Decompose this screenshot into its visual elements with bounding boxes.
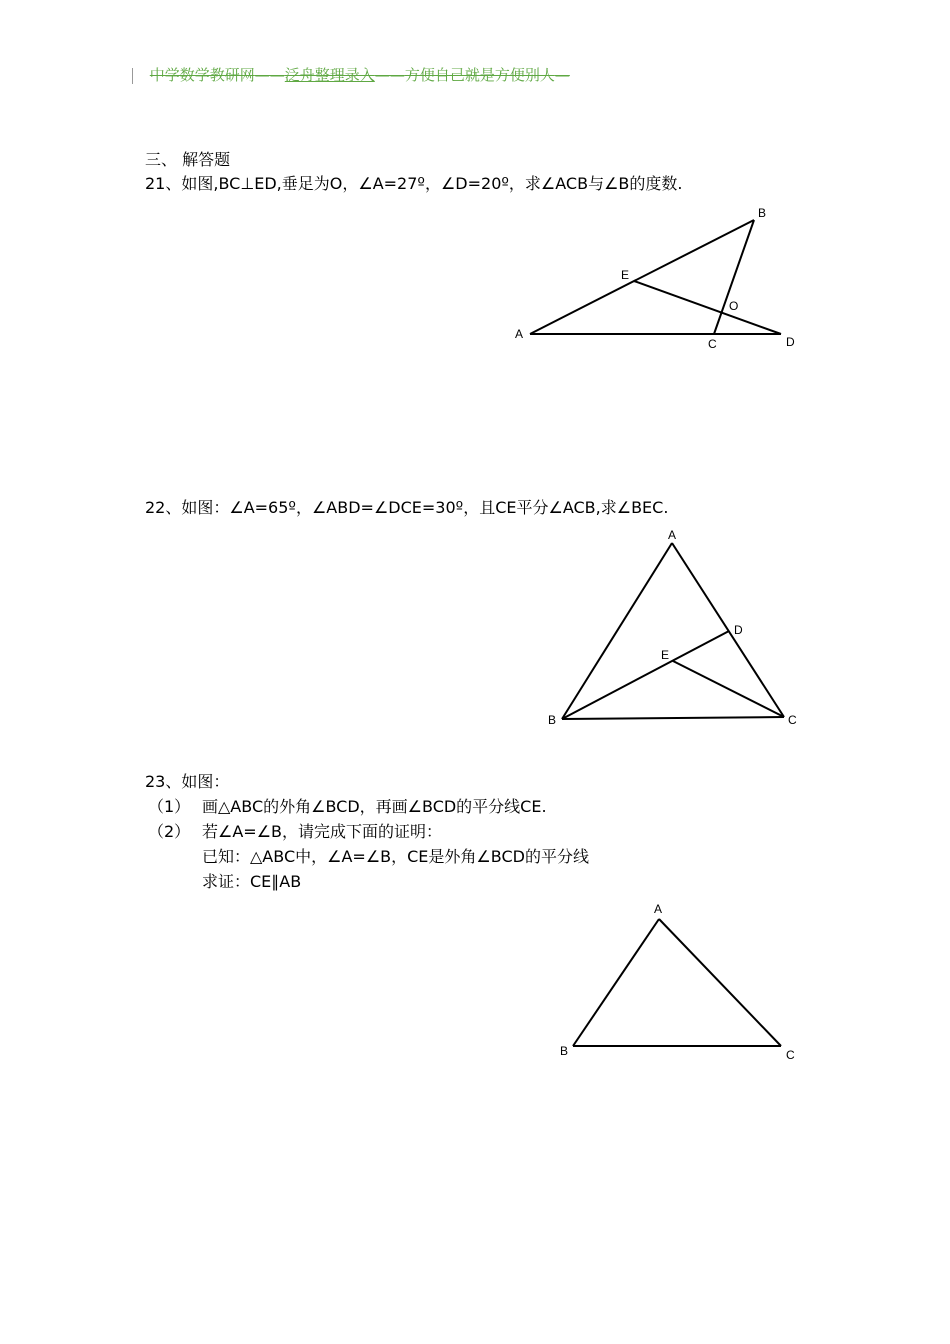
label-D: D	[734, 623, 743, 637]
question-22-text: 22、如图：∠A=65º，∠ABD=∠DCE=30º，且CE平分∠ACB,求∠BEC.	[145, 498, 669, 517]
header-divider	[132, 68, 133, 84]
segment-AC	[672, 543, 784, 717]
question-23-given: 已知：△ABC中，∠A=∠B，CE是外角∠BCD的平分线	[202, 847, 589, 866]
header-site-name: 中学数学教研网	[149, 66, 255, 84]
segment-AB	[573, 919, 659, 1046]
header-motto: 方便自己就是方便别人	[404, 66, 555, 84]
label-O: O	[729, 299, 739, 313]
question-23-item-1-text: 画△ABC的外角∠BCD，再画∠BCD的平分线CE.	[202, 797, 547, 816]
figure-21	[505, 200, 810, 355]
page-header	[132, 64, 570, 86]
figure-23	[550, 895, 810, 1065]
label-A: A	[668, 528, 677, 542]
segment-BD	[562, 631, 729, 719]
label-B: B	[758, 206, 767, 220]
label-D: D	[786, 335, 795, 349]
section-title: 三、 解答题	[145, 150, 231, 169]
segment-BC	[562, 717, 784, 719]
label-A: A	[515, 327, 524, 341]
segment-AC	[659, 919, 781, 1046]
question-23-item-2-number: （2）	[148, 822, 191, 841]
label-E: E	[621, 268, 630, 282]
label-B: B	[548, 713, 557, 727]
question-23-title: 23、如图：	[145, 772, 230, 791]
question-23-item-1-number: （1）	[148, 797, 191, 816]
question-23-prove: 求证：CE∥AB	[202, 872, 302, 891]
header-dash: ——	[254, 66, 285, 84]
segment-ED	[634, 281, 781, 334]
question-21-text: 21、如图,BC⊥ED,垂足为O，∠A=27º，∠D=20º，求∠ACB与∠B的度数.	[145, 174, 683, 193]
label-C: C	[788, 713, 797, 727]
header-editor: 泛舟整理录入	[284, 66, 375, 84]
label-A: A	[654, 902, 663, 916]
header-dash: ——	[374, 66, 405, 84]
question-23-item-2-text: 若∠A=∠B，请完成下面的证明：	[202, 822, 443, 841]
label-E: E	[661, 648, 670, 662]
figure-22	[540, 525, 810, 730]
segment-AB	[562, 543, 672, 719]
segment-EC	[673, 661, 784, 717]
header-dash: —	[554, 66, 570, 84]
label-C: C	[708, 337, 717, 351]
label-C: C	[786, 1048, 795, 1062]
label-B: B	[560, 1044, 569, 1058]
